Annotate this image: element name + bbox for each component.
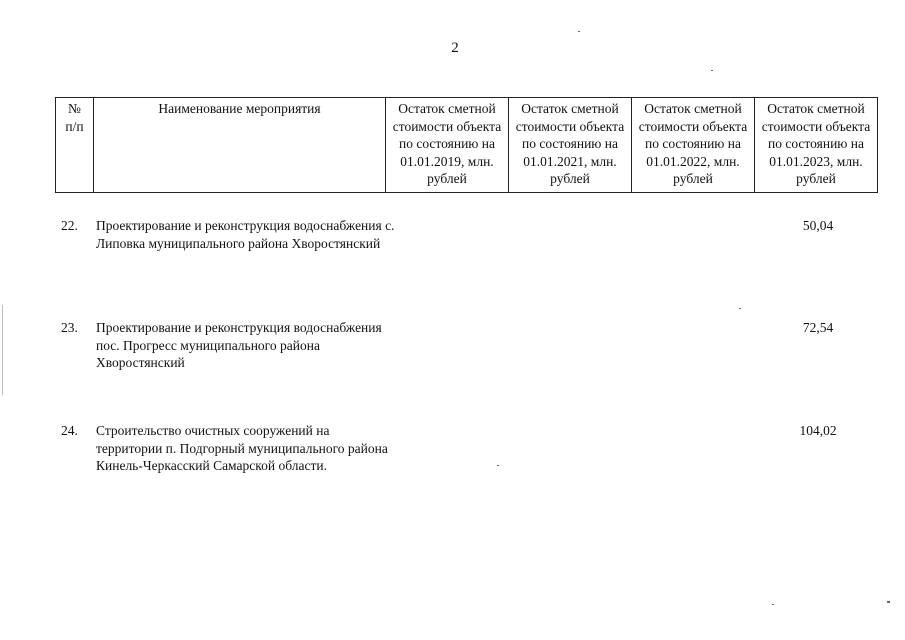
scan-speck <box>739 308 741 309</box>
table-header <box>55 97 878 193</box>
header-number <box>56 98 94 193</box>
scan-speck <box>772 604 774 605</box>
header-2021-label: Остаток сметной стоимости объекта по состоянию на 01.01.2021, млн. рублей <box>515 101 625 187</box>
row-name: Проектирование и реконструкция водоснабжения пос. Прогресс муниципального района Хворостянский <box>96 320 382 371</box>
row-number: 24. <box>61 423 78 438</box>
header-name <box>94 98 386 193</box>
header-2021 <box>509 98 632 193</box>
row-name: Строительство очистных сооружений на территории п. Подгорный муниципального района Кинель-Черкасский Самарской области. <box>96 423 388 474</box>
header-2019-label: Остаток сметной стоимости объекта по состоянию на 01.01.2019, млн. рублей <box>392 101 502 187</box>
row-number: 23. <box>61 320 78 335</box>
header-2022-label: Остаток сметной стоимости объекта по состоянию на 01.01.2022, млн. рублей <box>638 101 748 187</box>
row-value-2023: 72,54 <box>802 320 834 335</box>
page-number: 2 <box>451 40 459 56</box>
row-number: 22. <box>61 218 78 233</box>
header-number-label: № п/п <box>65 101 84 134</box>
header-name-label: Наименование мероприятия <box>158 101 321 116</box>
row-name: Проектирование и реконструкция водоснабжения с. Липовка муниципального района Хворостянский <box>96 218 395 251</box>
header-2019 <box>386 98 509 193</box>
scan-speck <box>578 31 580 32</box>
header-2022 <box>632 98 755 193</box>
scan-speck <box>497 465 499 466</box>
row-value-2023: 50,04 <box>802 218 834 233</box>
row-value-2023: 104,02 <box>799 423 837 438</box>
scan-edge <box>2 305 3 395</box>
header-2023 <box>755 98 878 193</box>
scan-speck <box>887 601 890 603</box>
scan-speck <box>711 70 713 71</box>
header-2023-label: Остаток сметной стоимости объекта по состоянию на 01.01.2023, млн. рублей <box>761 101 871 187</box>
